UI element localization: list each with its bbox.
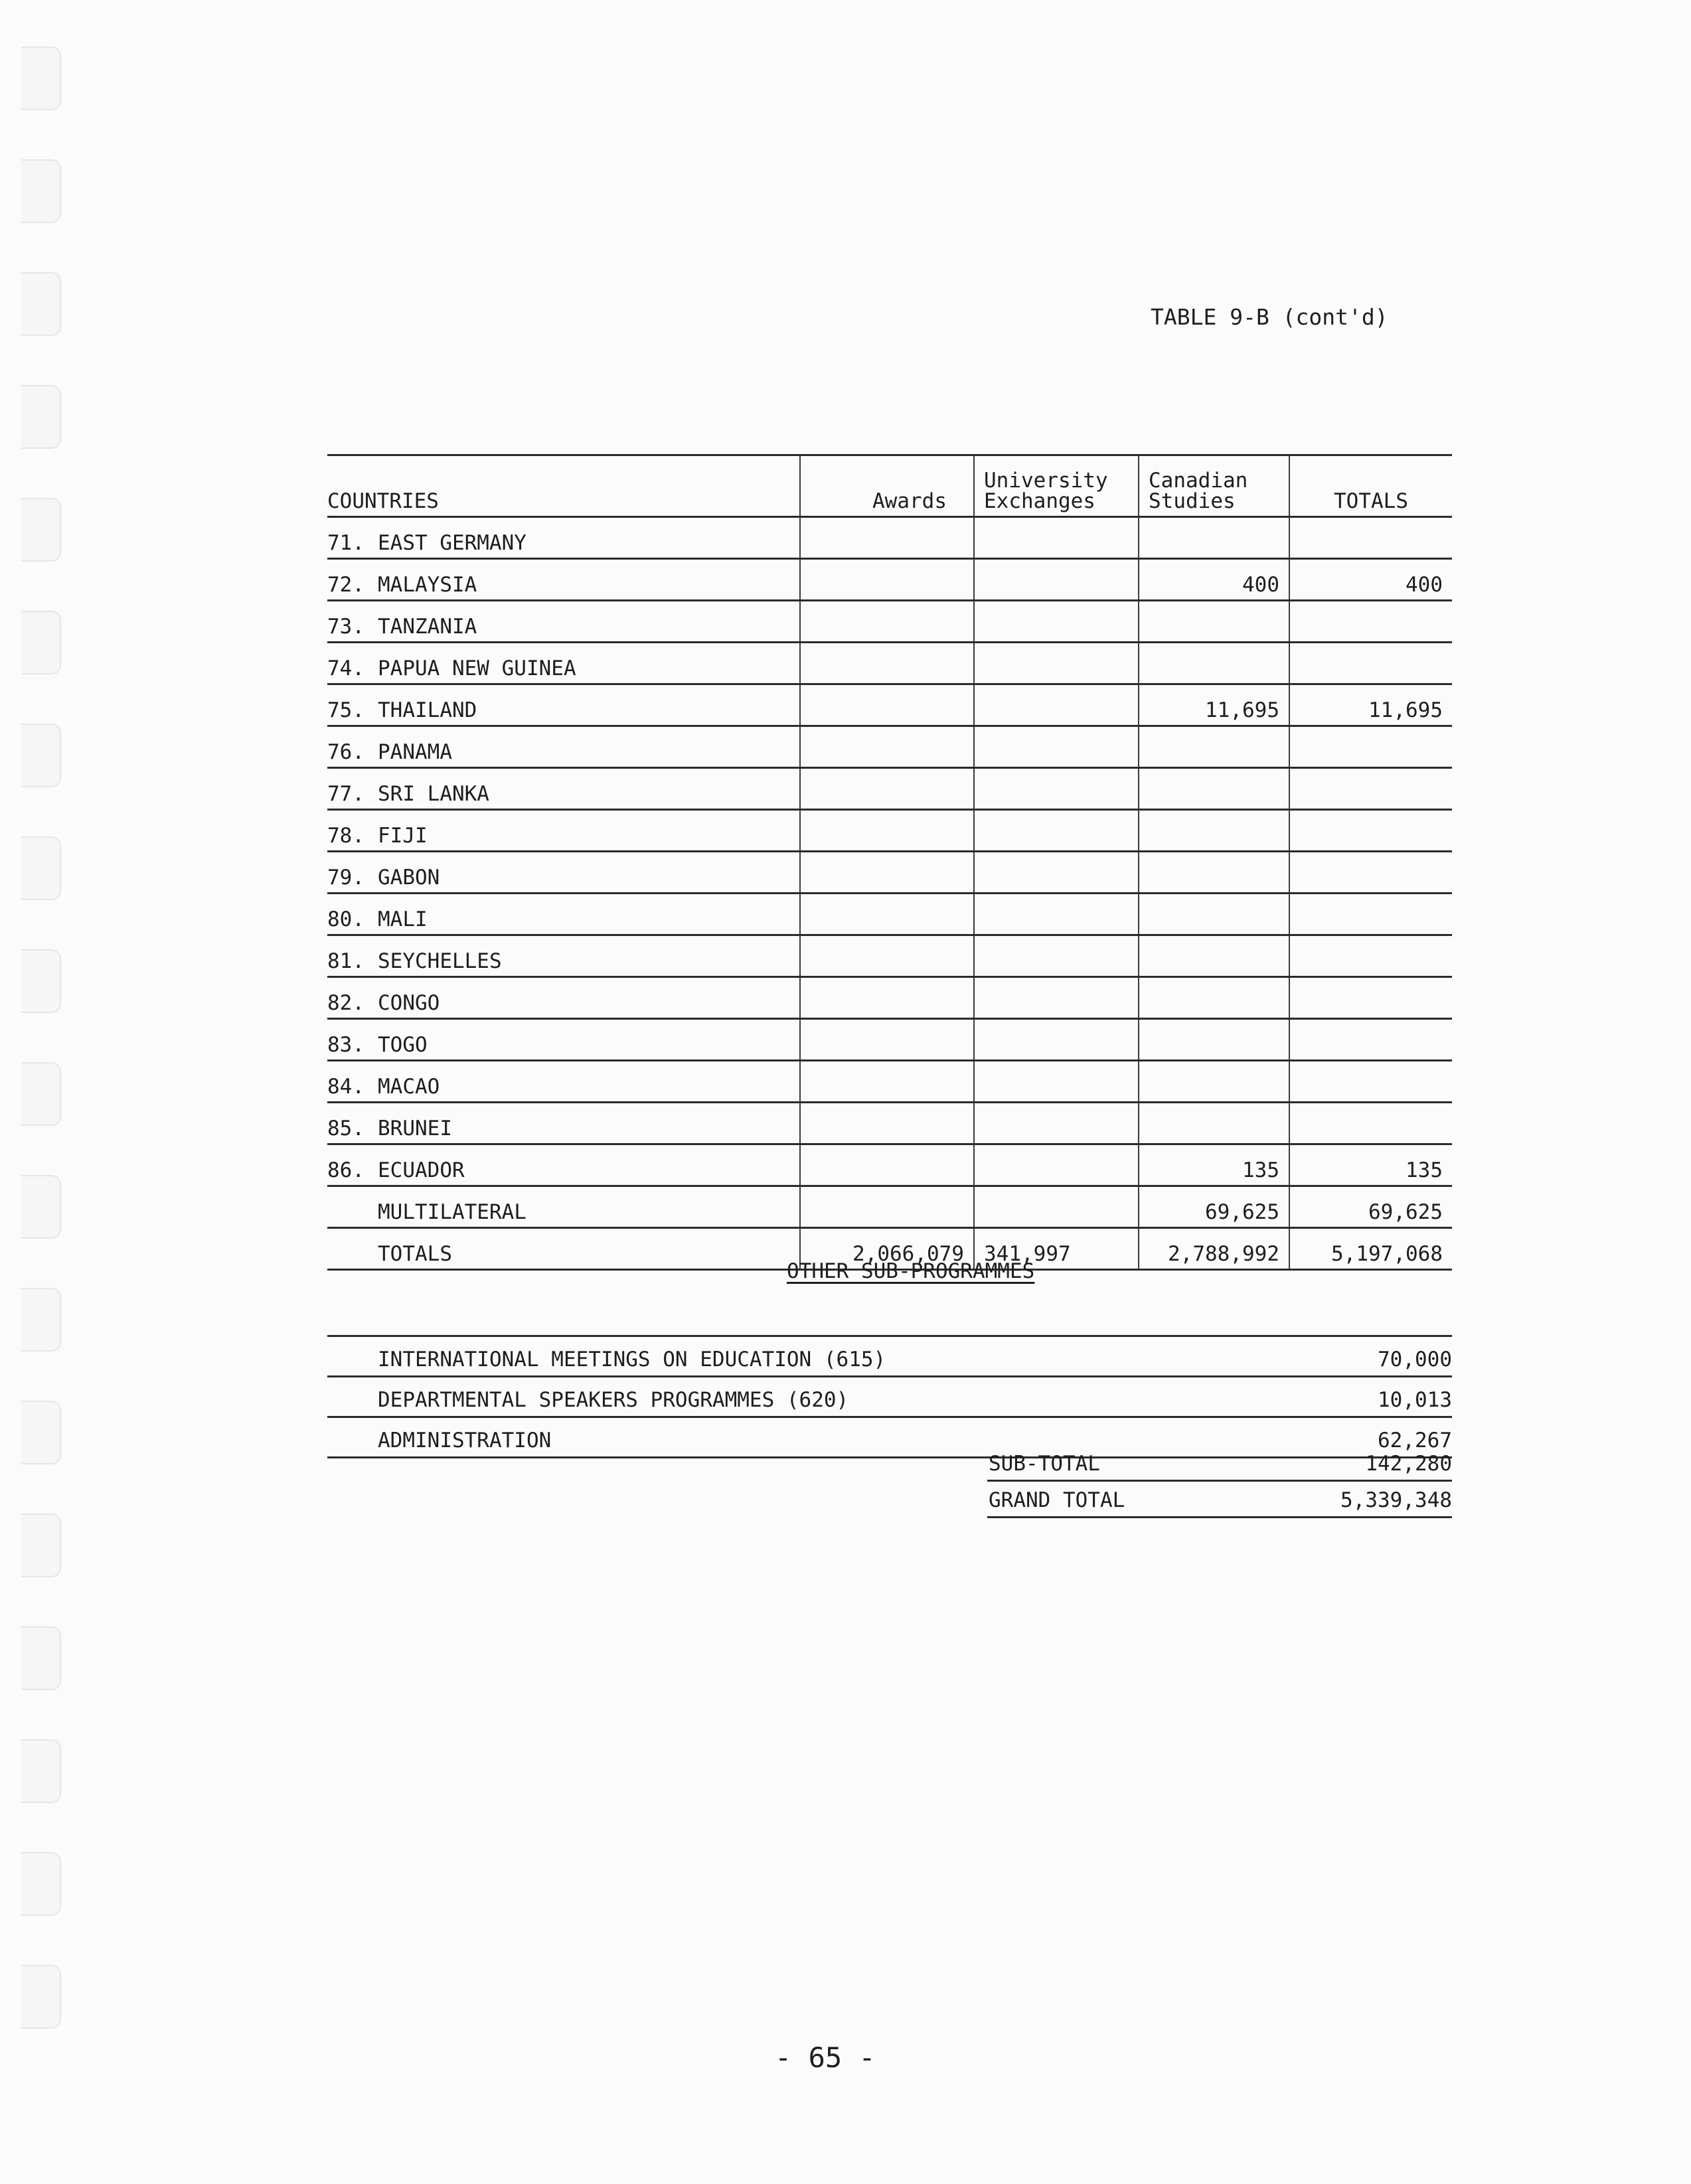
studies-cell (1139, 726, 1289, 768)
row-number: 79. (327, 866, 364, 890)
country-cell (327, 768, 800, 810)
total-cell (1289, 935, 1452, 977)
total-cell (1289, 977, 1452, 1019)
studies-cell (1139, 1103, 1289, 1144)
awards-cell (800, 684, 974, 726)
total-cell (1289, 601, 1452, 643)
binder-hole (21, 1062, 61, 1126)
total-cell (1289, 768, 1452, 810)
country-cell (327, 935, 800, 977)
exchanges-cell (974, 1103, 1139, 1144)
binder-hole (21, 1401, 61, 1464)
awards-cell (800, 1103, 974, 1144)
studies-cell (1139, 977, 1289, 1019)
awards-cell (800, 643, 974, 684)
country-cell (327, 1144, 800, 1186)
table-row (327, 810, 1452, 852)
row-number: 84. (327, 1075, 364, 1099)
table-row (327, 517, 1452, 559)
country-name: PANAMA (378, 740, 452, 764)
table-row (327, 852, 1452, 894)
studies-cell (1139, 1061, 1289, 1103)
total-cell (1289, 726, 1452, 768)
header-line: University (984, 469, 1108, 493)
binder-hole (21, 498, 61, 562)
country-cell (327, 726, 800, 768)
exchanges-cell (974, 935, 1139, 977)
awards-cell (800, 1019, 974, 1061)
country-name: TOGO (378, 1033, 428, 1057)
awards-cell (800, 559, 974, 601)
exchanges-cell (974, 726, 1139, 768)
total-cell: 400 (1289, 559, 1452, 601)
column-header-canadian-studies (1139, 455, 1289, 517)
exchanges-cell (974, 977, 1139, 1019)
country-name: TANZANIA (378, 615, 477, 639)
table-row (327, 684, 1452, 726)
studies-cell: 69,625 (1139, 1186, 1289, 1228)
column-header-totals: TOTALS (1289, 455, 1452, 517)
grand-total-label: GRAND TOTAL (989, 1488, 1125, 1512)
grand-total-row (987, 1482, 1452, 1518)
binder-hole (21, 724, 61, 787)
subprogramme-label: INTERNATIONAL MEETINGS ON EDUCATION (615) (327, 1336, 1257, 1377)
studies-cell: 2,788,992 (1139, 1228, 1289, 1270)
country-cell (327, 894, 800, 935)
exchanges-cell (974, 1019, 1139, 1061)
awards-cell (800, 726, 974, 768)
country-cell (327, 1061, 800, 1103)
grand-total-value: 5,339,348 (1340, 1488, 1452, 1512)
exchanges-cell (974, 1186, 1139, 1228)
binder-hole (21, 1288, 61, 1352)
awards-cell (800, 977, 974, 1019)
country-cell (327, 810, 800, 852)
subprogramme-row (327, 1336, 1452, 1377)
studies-cell (1139, 852, 1289, 894)
awards-cell (800, 601, 974, 643)
binder-hole (21, 1175, 61, 1239)
binder-hole (21, 836, 61, 900)
subprogramme-value: 10,013 (1257, 1377, 1452, 1417)
awards-cell (800, 852, 974, 894)
table-header-row (327, 455, 1452, 517)
column-header-university-exchanges (974, 455, 1139, 517)
countries-table (327, 454, 1452, 1271)
other-subprogrammes-table (327, 1335, 1452, 1458)
table-row (327, 1019, 1452, 1061)
header-line: Studies (1149, 489, 1236, 513)
row-number: 74. (327, 657, 364, 680)
table-row (327, 559, 1452, 601)
exchanges-cell (974, 810, 1139, 852)
country-name: EAST GERMANY (378, 531, 526, 555)
awards-cell (800, 768, 974, 810)
other-subprogrammes-title: OTHER SUB-PROGRAMMES (787, 1259, 1035, 1283)
binder-hole (21, 949, 61, 1013)
studies-cell: 400 (1139, 559, 1289, 601)
total-cell: 69,625 (1289, 1186, 1452, 1228)
row-number: 78. (327, 824, 364, 848)
table-row (327, 1103, 1452, 1144)
country-name: MALI (378, 907, 428, 931)
exchanges-cell (974, 559, 1139, 601)
studies-cell (1139, 810, 1289, 852)
row-number: 71. (327, 531, 364, 555)
subprogramme-value: 70,000 (1257, 1336, 1452, 1377)
table-title: TABLE 9-B (cont'd) (1151, 304, 1388, 330)
total-cell (1289, 1103, 1452, 1144)
row-label: TOTALS (327, 1228, 800, 1270)
exchanges-cell (974, 1061, 1139, 1103)
subprogramme-label: ADMINISTRATION (327, 1417, 1257, 1458)
row-number: 86. (327, 1158, 364, 1182)
country-cell (327, 559, 800, 601)
binder-hole (21, 611, 61, 674)
table-row (327, 977, 1452, 1019)
country-name: SRI LANKA (378, 782, 489, 806)
studies-cell (1139, 1019, 1289, 1061)
sub-total-value: 142,280 (1365, 1452, 1452, 1476)
studies-cell (1139, 517, 1289, 559)
row-label: MULTILATERAL (327, 1186, 800, 1228)
studies-cell: 11,695 (1139, 684, 1289, 726)
country-cell (327, 684, 800, 726)
studies-cell (1139, 935, 1289, 977)
row-number: 83. (327, 1033, 364, 1057)
exchanges-cell (974, 517, 1139, 559)
total-cell (1289, 517, 1452, 559)
row-number: 81. (327, 949, 364, 973)
page-number: - 65 - (775, 2041, 876, 2074)
awards-cell (800, 1061, 974, 1103)
country-name: PAPUA NEW GUINEA (378, 657, 576, 680)
studies-cell (1139, 643, 1289, 684)
row-number: 75. (327, 698, 364, 722)
subprogramme-label: DEPARTMENTAL SPEAKERS PROGRAMMES (620) (327, 1377, 1257, 1417)
total-cell (1289, 852, 1452, 894)
exchanges-cell (974, 1144, 1139, 1186)
header-line: Canadian (1149, 469, 1248, 493)
row-number: 82. (327, 991, 364, 1015)
binder-hole (21, 385, 61, 449)
row-number: 72. (327, 573, 364, 597)
total-cell: 135 (1289, 1144, 1452, 1186)
country-cell (327, 601, 800, 643)
column-header-countries: COUNTRIES (327, 455, 800, 517)
awards-cell (800, 810, 974, 852)
table-row (327, 768, 1452, 810)
country-name: THAILAND (378, 698, 477, 722)
sub-total-label: SUB-TOTAL (989, 1452, 1100, 1476)
table-summary (327, 1186, 1452, 1270)
country-name: MACAO (378, 1075, 440, 1099)
table-row (327, 601, 1452, 643)
exchanges-cell (974, 684, 1139, 726)
country-cell (327, 1103, 800, 1144)
country-cell (327, 517, 800, 559)
binder-hole (21, 159, 61, 223)
country-cell (327, 977, 800, 1019)
country-cell (327, 852, 800, 894)
table-row (327, 726, 1452, 768)
total-cell (1289, 1019, 1452, 1061)
country-name: FIJI (378, 824, 428, 848)
binder-hole (21, 46, 61, 110)
exchanges-cell (974, 601, 1139, 643)
awards-cell (800, 935, 974, 977)
row-number: 73. (327, 615, 364, 639)
studies-cell (1139, 601, 1289, 643)
total-cell: 11,695 (1289, 684, 1452, 726)
row-number: 77. (327, 782, 364, 806)
studies-cell (1139, 768, 1289, 810)
binder-hole (21, 1626, 61, 1690)
country-name: ECUADOR (378, 1158, 465, 1182)
country-cell (327, 1019, 800, 1061)
column-header-awards: Awards (800, 455, 974, 517)
awards-cell (800, 517, 974, 559)
total-cell: 5,197,068 (1289, 1228, 1452, 1270)
header-line: Exchanges (984, 489, 1095, 513)
exchanges-cell (974, 894, 1139, 935)
binder-hole (21, 1514, 61, 1577)
total-cell (1289, 1061, 1452, 1103)
table-row (327, 643, 1452, 684)
country-name: GABON (378, 866, 440, 890)
country-name: MALAYSIA (378, 573, 477, 597)
country-name: CONGO (378, 991, 440, 1015)
country-name: BRUNEI (378, 1117, 452, 1140)
row-number: 85. (327, 1117, 364, 1140)
exchanges-cell (974, 852, 1139, 894)
total-cell (1289, 894, 1452, 935)
table-body (327, 517, 1452, 1186)
sub-total-row (987, 1445, 1452, 1482)
subprogramme-value: 62,267 (1257, 1417, 1452, 1458)
awards-cell (800, 894, 974, 935)
exchanges-cell (974, 768, 1139, 810)
binder-hole (21, 1852, 61, 1916)
table-row (327, 935, 1452, 977)
awards-cell: 2,066,079 (800, 1228, 974, 1270)
awards-cell (800, 1144, 974, 1186)
binder-hole (21, 1739, 61, 1803)
studies-cell (1139, 894, 1289, 935)
table-row (327, 1144, 1452, 1186)
total-cell (1289, 643, 1452, 684)
binder-hole (21, 1965, 61, 2029)
subprogramme-row (327, 1377, 1452, 1417)
total-cell (1289, 810, 1452, 852)
exchanges-cell: 341,997 (974, 1228, 1139, 1270)
multilateral-row (327, 1186, 1452, 1228)
country-name: SEYCHELLES (378, 949, 502, 973)
studies-cell: 135 (1139, 1144, 1289, 1186)
row-number: 76. (327, 740, 364, 764)
binder-hole (21, 272, 61, 336)
exchanges-cell (974, 643, 1139, 684)
country-cell (327, 643, 800, 684)
table-row (327, 1061, 1452, 1103)
awards-cell (800, 1186, 974, 1228)
row-number: 80. (327, 907, 364, 931)
table-row (327, 894, 1452, 935)
